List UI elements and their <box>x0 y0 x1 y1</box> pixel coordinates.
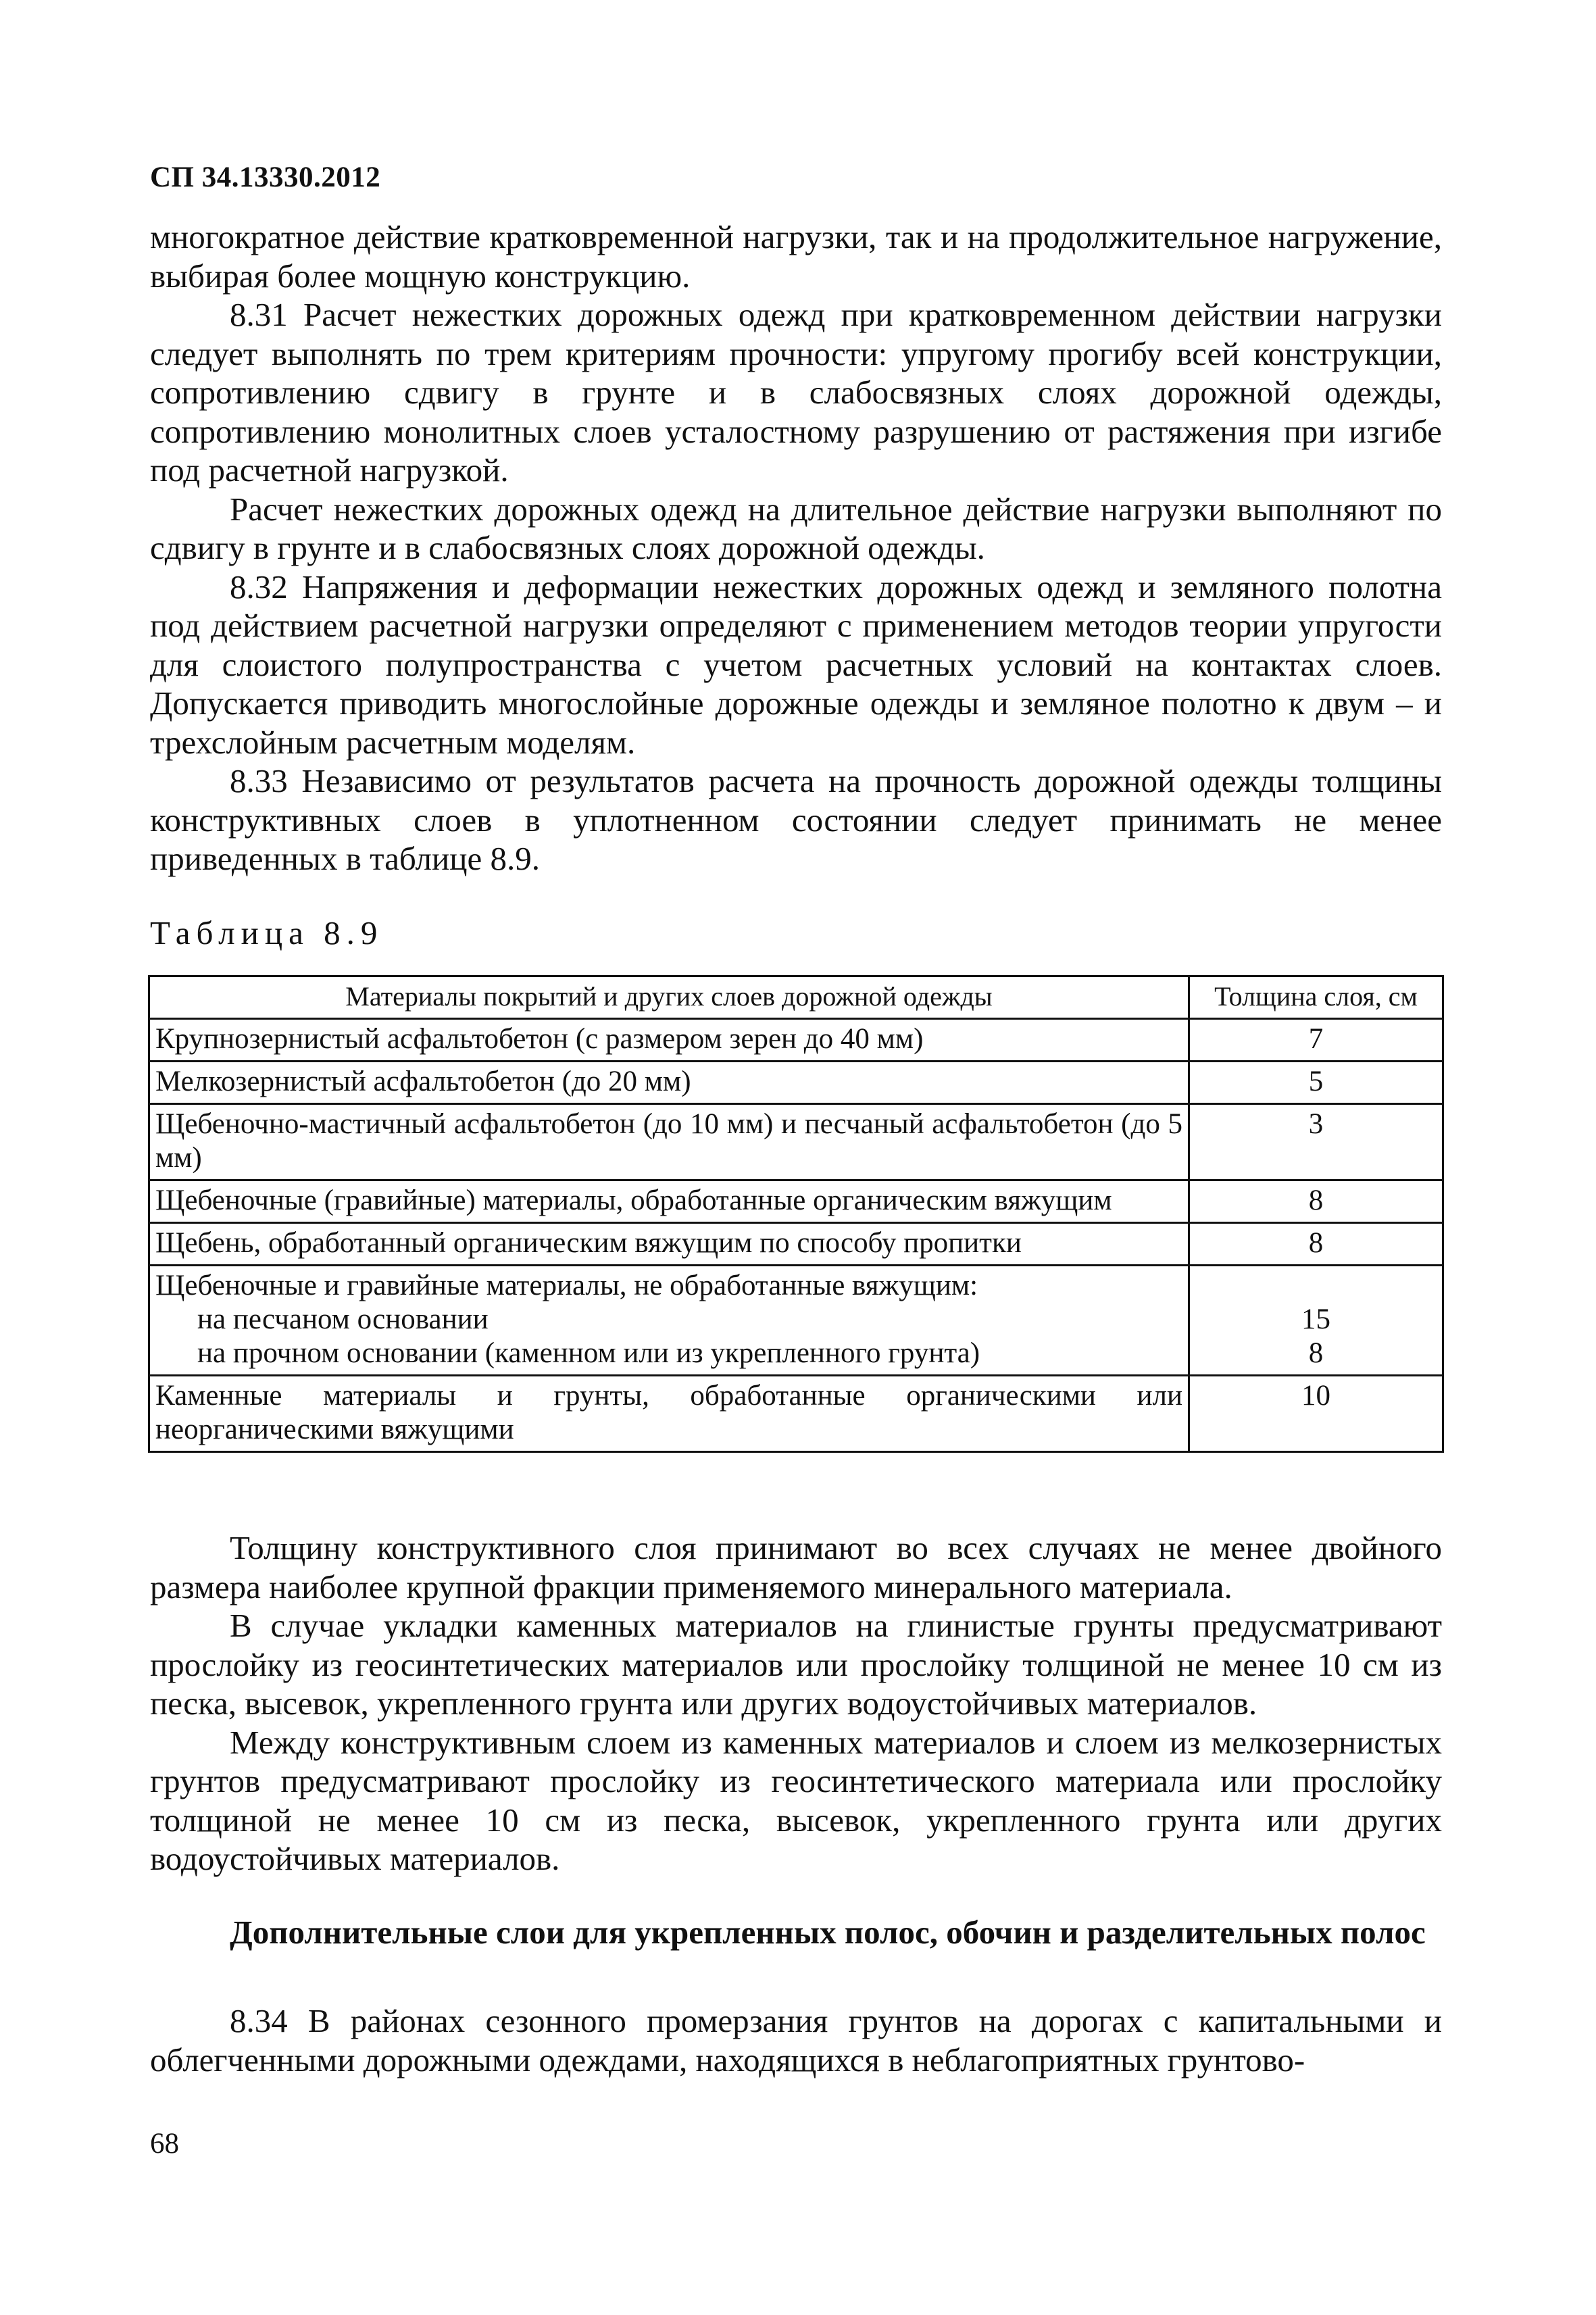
thickness-cell: 8 <box>1189 1180 1443 1223</box>
thickness-value: 15 <box>1301 1303 1330 1335</box>
layer-thickness-table <box>148 975 1444 1453</box>
thickness-cell: 7 <box>1189 1019 1443 1062</box>
column-header-material: Материалы покрытий и других слоев дорожной одежды <box>149 976 1189 1019</box>
paragraph: Толщину конструктивного слоя принимают во всех случаях не менее двойного размера наиболее крупной фракции применяемого минерального материала. <box>150 1529 1442 1605</box>
paragraph-8-34: 8.34 В районах сезонного промерзания грунтов на дорогах с капитальными и облегченными дорожными одеждами, находящихся в неблагоприятных грунтово- <box>150 2002 1442 2078</box>
intro-text-block <box>150 218 1442 878</box>
column-header-thickness: Толщина слоя, см <box>1189 976 1443 1019</box>
material-cell: Мелкозернистый асфальтобетон (до 20 мм) <box>149 1062 1189 1104</box>
material-cell: Щебеночно-мастичный асфальтобетон (до 10 мм) и песчаный асфальтобетон (до 5 мм) <box>149 1104 1189 1180</box>
paragraph: Расчет нежестких дорожных одежд на длительное действие нагрузки выполняют по сдвигу в грунте и в слабосвязных слоях дорожной одежды. <box>150 490 1442 566</box>
table-row-group <box>149 1266 1443 1376</box>
table-header-row <box>149 976 1443 1019</box>
paragraph-8-31: 8.31 Расчет нежестких дорожных одежд при кратковременном действии нагрузки следует выполнять по трем критериям прочности: упругому прогибу всей конструкции, сопротивлению сдвигу в грунте и в слабосвязных слоях дорожной одежды, сопротивлению монолитных слоев усталостному разрушению от растяжения при изгибе под расчетной нагрузкой. <box>150 296 1442 489</box>
material-cell: Каменные материалы и грунты, обработанные органическими или неорганическими вяжущими <box>149 1376 1189 1452</box>
table-row <box>149 1376 1443 1452</box>
material-cell: Крупнозернистый асфальтобетон (с размером зерен до 40 мм) <box>149 1019 1189 1062</box>
table-row <box>149 1104 1443 1180</box>
table-caption: Таблица 8.9 <box>150 914 384 951</box>
group-subitem: на прочном основании (каменном или из укрепленного грунта) <box>197 1337 980 1369</box>
document-code: СП 34.13330.2012 <box>150 161 381 193</box>
section-heading: Дополнительные слои для укрепленных полос, обочин и разделительных полос <box>230 1914 1426 1951</box>
paragraph-8-32: 8.32 Напряжения и деформации нежестких дорожных одежд и земляного полотна под действием расчетной нагрузки определяют с применением методов теории упругости для слоистого полупространства с учетом расчетных условий на контактах слоев. Допускается приводить многослойные дорожные одежды и земляное полотно к двум – и трехслойным расчетным моделям. <box>150 568 1442 761</box>
thickness-cell: 3 <box>1189 1104 1443 1180</box>
material-cell: Щебень, обработанный органическим вяжущим по способу пропитки <box>149 1223 1189 1266</box>
page-number: 68 <box>150 2128 179 2160</box>
table-row <box>149 1223 1443 1266</box>
table-row <box>149 1019 1443 1062</box>
material-cell: Щебеночные (гравийные) материалы, обработанные органическим вяжущим <box>149 1180 1189 1223</box>
group-title: Щебеночные и гравийные материалы, не обработанные вяжущим: <box>155 1270 978 1301</box>
table-row <box>149 1180 1443 1223</box>
thickness-cell: 8 <box>1189 1223 1443 1266</box>
table-row <box>149 1062 1443 1104</box>
after-table-text-block <box>150 1528 1442 1878</box>
thickness-cell-group <box>1189 1266 1443 1376</box>
thickness-cell: 10 <box>1189 1376 1443 1452</box>
closing-text-block <box>150 2001 1442 2079</box>
material-cell-group <box>149 1266 1189 1376</box>
paragraph: Между конструктивным слоем из каменных материалов и слоем из мелкозернистых грунтов предусматривают прослойку из геосинтетического материала или прослойку толщиной не менее 10 см из песка, высевок, укрепленного грунта или других водоустойчивых материалов. <box>150 1723 1442 1877</box>
group-subitem: на песчаном основании <box>197 1303 489 1335</box>
paragraph: В случае укладки каменных материалов на глинистые грунты предусматривают прослойку из геосинтетических материалов или прослойку толщиной не менее 10 см из песка, высевок, укрепленного грунта или других водоустойчивых материалов. <box>150 1607 1442 1722</box>
paragraph: многократное действие кратковременной нагрузки, так и на продолжительное нагружение, выбирая более мощную конструкцию. <box>150 218 1442 295</box>
paragraph-8-33: 8.33 Независимо от результатов расчета на прочность дорожной одежды толщины конструктивных слоев в уплотненном состоянии следует принимать не менее приведенных в таблице 8.9. <box>150 762 1442 877</box>
thickness-value: 8 <box>1308 1337 1324 1369</box>
thickness-cell: 5 <box>1189 1062 1443 1104</box>
